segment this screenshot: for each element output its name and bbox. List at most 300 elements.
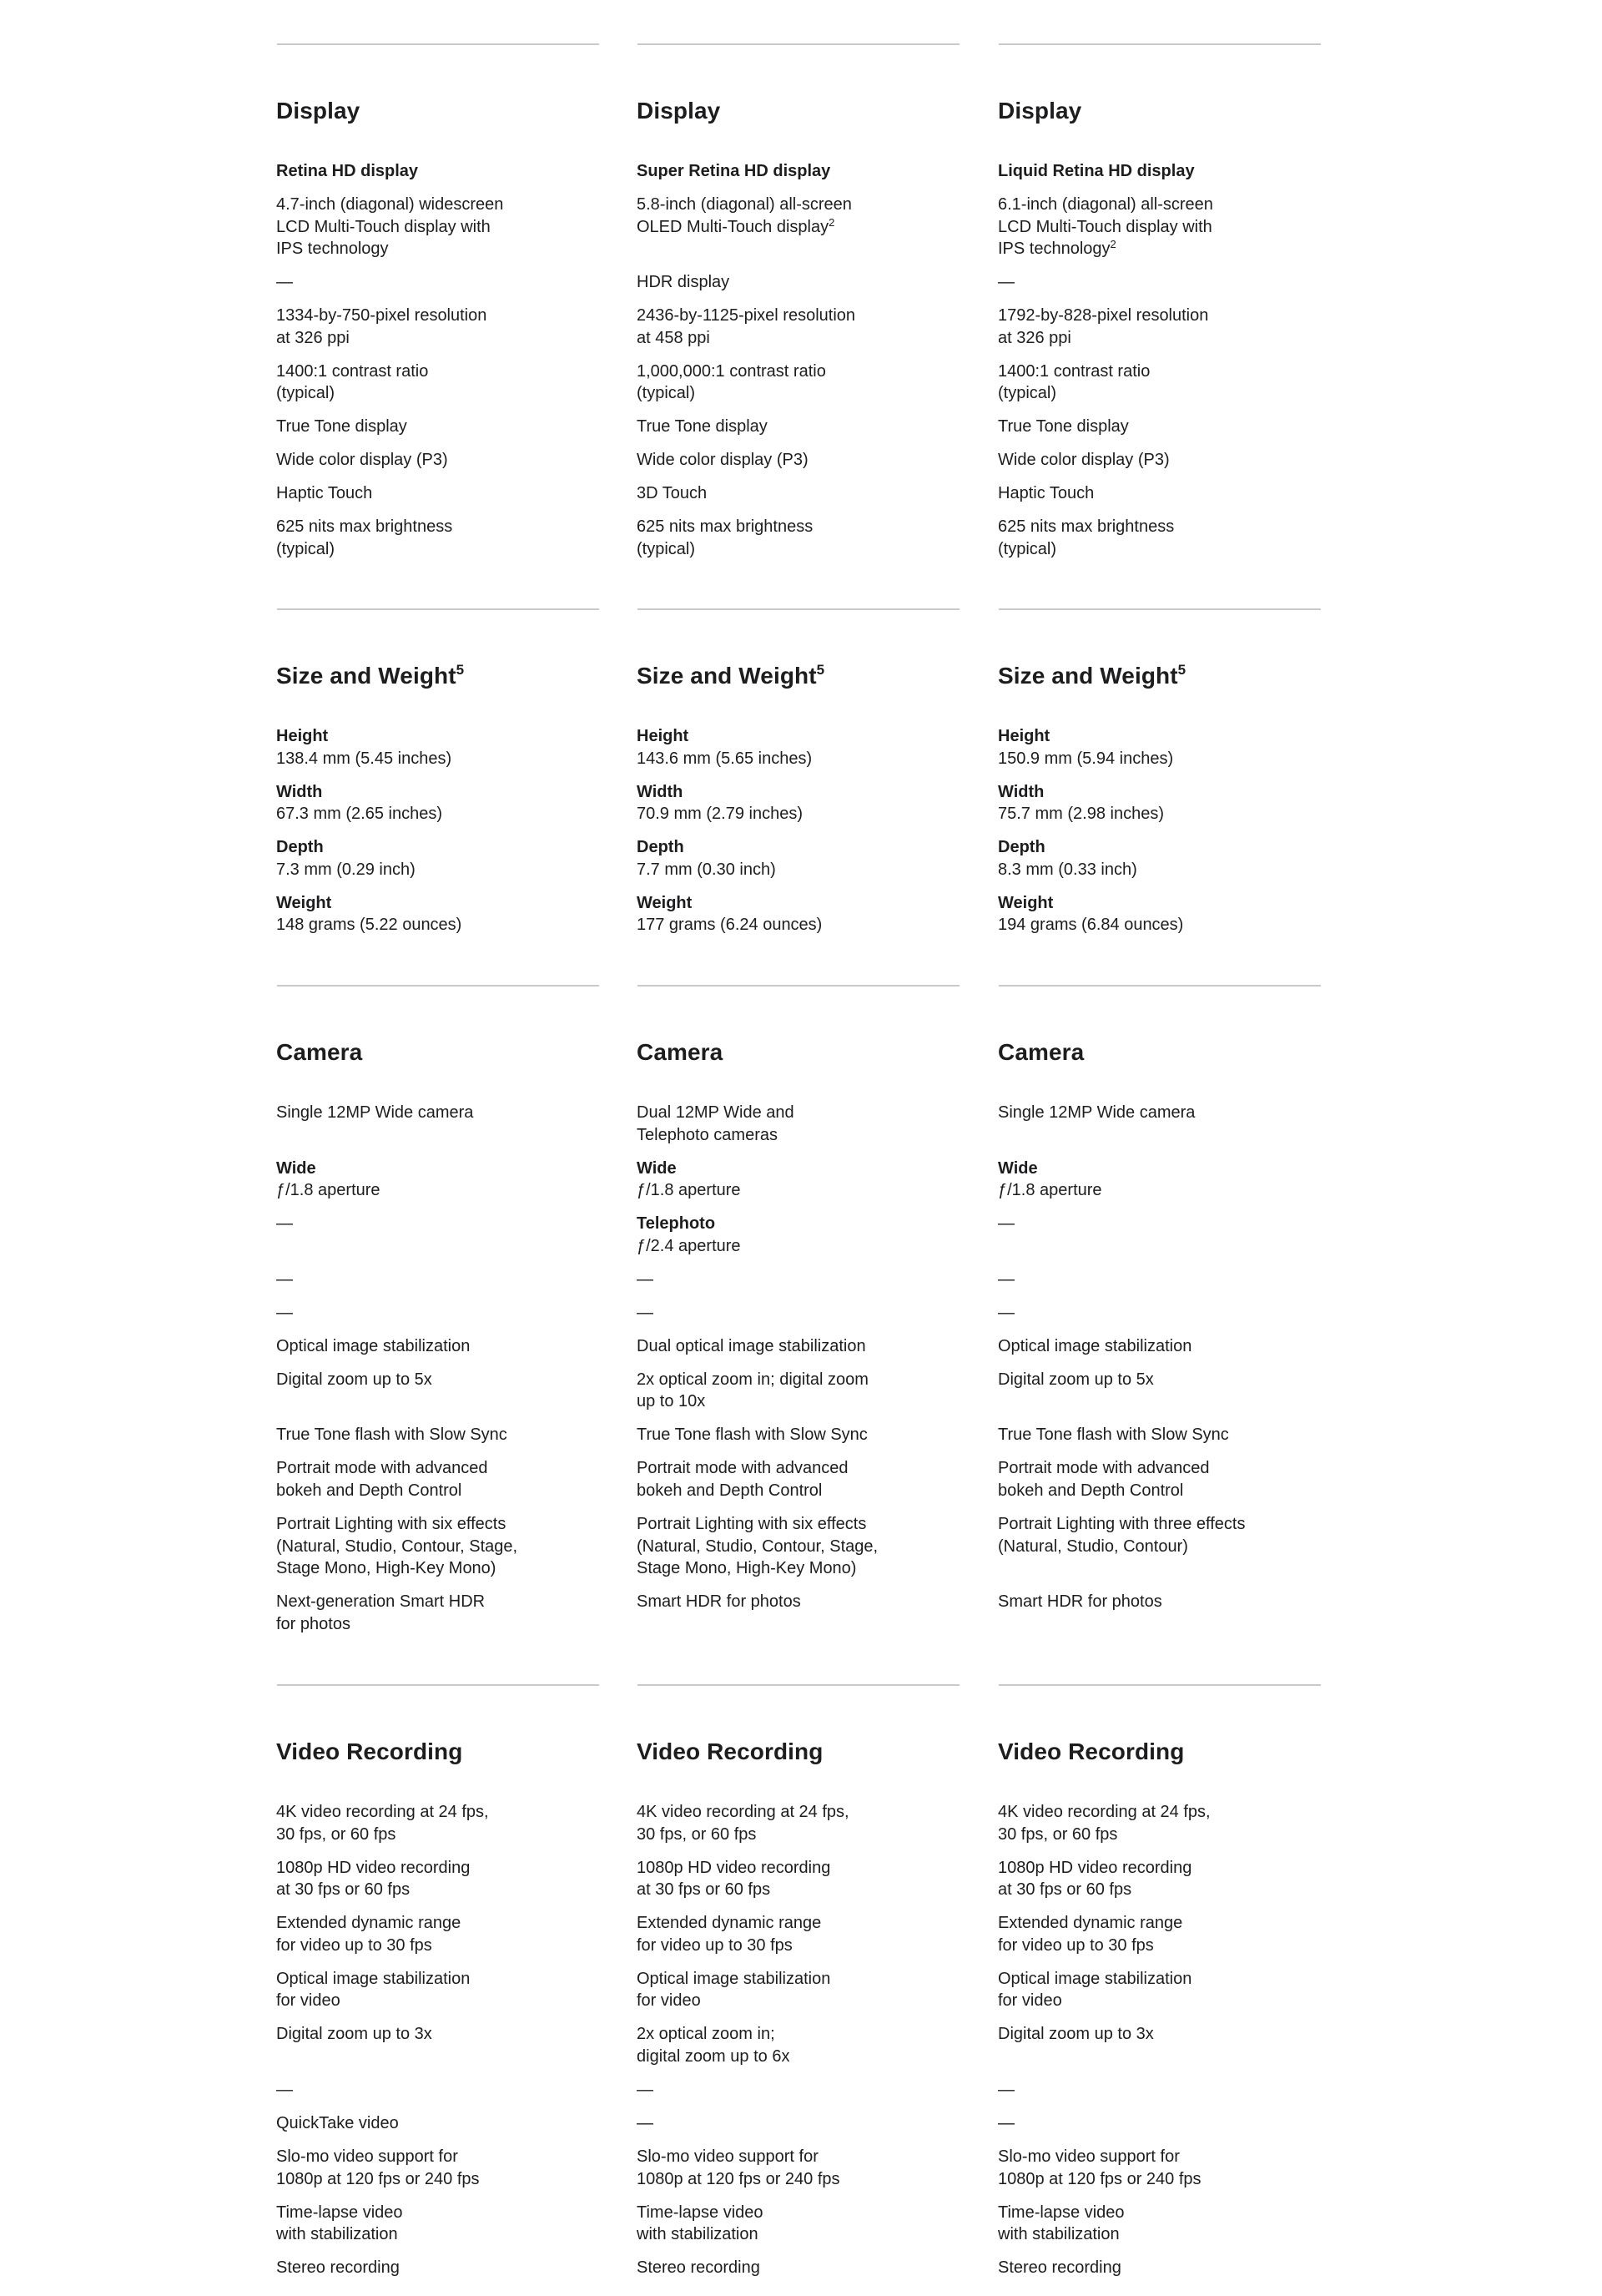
spec-value: 7.3 mm (0.29 inch) [276, 860, 416, 879]
spec-column-2 [637, 608, 960, 935]
spec-value: 4K video recording at 24 fps, [276, 1803, 489, 1821]
spec-label: Height [276, 727, 329, 745]
section-divider [999, 985, 1321, 987]
spec-value: (Natural, Studio, Contour, Stage, [276, 1537, 518, 1556]
section-divider [277, 985, 599, 987]
spec-value: Time-lapse video [637, 2203, 763, 2222]
spec-value: 2436-by-1125-pixel resolution [637, 306, 856, 325]
spec-value: for video [276, 1991, 340, 2011]
spec-value: 1080p HD video recording [998, 1858, 1192, 1877]
spec-value: Portrait Lighting with three effects [998, 1515, 1246, 1533]
spec-item [637, 1801, 970, 1845]
spec-value: 625 nits max brightness [998, 517, 1175, 537]
spec-value: — [276, 1214, 293, 1234]
spec-value: Dual 12MP Wide and [637, 1103, 794, 1122]
spec-value [998, 1124, 1332, 1147]
spec-item [998, 1513, 1332, 1580]
spec-column-3 [998, 608, 1321, 935]
spec-value: 5.8-inch (diagonal) all-screen [637, 195, 852, 214]
spec-item [637, 1269, 970, 1291]
spec-item [998, 449, 1332, 472]
spec-value: 6.1-inch (diagonal) all-screen [998, 195, 1213, 214]
spec-value: 2x optical zoom in; digital zoom [637, 1370, 869, 1389]
spec-value: 1080p at 120 fps or 240 fps [276, 2169, 480, 2188]
spec-item [998, 1968, 1332, 2012]
spec-value: for video up to 30 fps [276, 1935, 432, 1955]
spec-item [637, 2079, 970, 2102]
section-divider [637, 608, 960, 610]
spec-value: Optical image stabilization [276, 1336, 471, 1355]
section-heading: Video Recording [637, 1738, 824, 1764]
section-divider [637, 985, 960, 987]
spec-value: Digital zoom up to 5x [998, 1370, 1154, 1389]
spec-item [276, 1968, 610, 2012]
spec-value: — [637, 1303, 653, 1322]
spec-label: Depth [998, 838, 1045, 857]
spec-value: IPS technology [276, 240, 389, 259]
spec-label: Width [998, 782, 1045, 801]
spec-label: Retina HD display [276, 162, 419, 180]
spec-value: for video [637, 1991, 701, 2011]
section-divider [637, 43, 960, 45]
spec-value: 7.7 mm (0.30 inch) [637, 860, 776, 879]
spec-value: with stabilization [637, 2225, 758, 2244]
spec-item [276, 194, 610, 260]
spec-value: — [276, 1303, 293, 1322]
spec-value: — [998, 1303, 1015, 1322]
spec-column-2 [637, 43, 960, 558]
spec-value: 30 fps, or 60 fps [998, 1824, 1118, 1844]
spec-column-3 [998, 43, 1321, 558]
section-divider [277, 608, 599, 610]
spec-item [998, 725, 1332, 770]
spec-item [637, 2202, 970, 2246]
spec-value: Telephoto cameras [637, 1125, 778, 1144]
spec-item [637, 1968, 970, 2012]
spec-item [276, 2202, 610, 2246]
spec-value: at 30 fps or 60 fps [276, 1880, 411, 1900]
spec-item [998, 1102, 1332, 1146]
section-divider [999, 608, 1321, 610]
spec-item [998, 892, 1332, 936]
spec-item [998, 1158, 1332, 1202]
spec-item [998, 416, 1332, 438]
spec-value: Extended dynamic range [276, 1914, 461, 1933]
spec-value: (typical) [998, 384, 1057, 403]
spec-value: Stereo recording [998, 2258, 1121, 2278]
spec-item [998, 2079, 1332, 2102]
spec-item [276, 781, 610, 825]
spec-item [276, 416, 610, 438]
spec-item [276, 892, 610, 936]
spec-value: 1,000,000:1 contrast ratio [637, 361, 826, 381]
spec-item [637, 892, 970, 936]
spec-item [637, 194, 970, 260]
spec-item [637, 725, 970, 770]
spec-column-3 [998, 985, 1321, 1612]
spec-value: Digital zoom up to 5x [276, 1370, 432, 1389]
spec-value: LCD Multi-Touch display with [998, 217, 1212, 236]
spec-value: OLED Multi-Touch display$^2$ [637, 215, 835, 236]
spec-value: 625 nits max brightness [637, 517, 814, 537]
spec-value: (typical) [637, 384, 696, 403]
spec-label: Wide [637, 1158, 677, 1178]
spec-item [276, 836, 610, 881]
spec-value: (Natural, Studio, Contour, Stage, [637, 1537, 879, 1556]
spec-value: — [637, 2114, 653, 2132]
spec-value: 1400:1 contrast ratio [998, 361, 1151, 381]
spec-value: 4K video recording at 24 fps, [998, 1803, 1211, 1821]
spec-value: — [637, 2081, 653, 2099]
spec-value: — [276, 2081, 293, 2099]
spec-item [998, 305, 1332, 349]
spec-value: 8.3 mm (0.33 inch) [998, 860, 1137, 879]
spec-value: Wide color display (P3) [276, 451, 448, 470]
spec-item [637, 449, 970, 472]
spec-value: — [998, 2114, 1015, 2132]
spec-value [998, 1390, 1332, 1413]
spec-value: Haptic Touch [998, 484, 1095, 503]
spec-column-2 [637, 1684, 960, 2278]
section-divider [277, 43, 599, 45]
spec-label: Super Retina HD display [637, 162, 831, 180]
spec-item [276, 1269, 610, 1291]
spec-label: Wide [276, 1158, 316, 1178]
spec-value: Portrait mode with advanced [637, 1459, 849, 1478]
spec-item [637, 416, 970, 438]
spec-value: Stereo recording [276, 2258, 400, 2278]
spec-item [998, 1269, 1332, 1291]
spec-value: HDR display [637, 273, 730, 292]
spec-item [637, 1335, 970, 1358]
section-heading: Size and Weight$^5$ [276, 662, 465, 689]
spec-label: Width [276, 782, 323, 801]
spec-item [637, 271, 970, 294]
spec-value: Stage Mono, High-Key Mono) [276, 1559, 496, 1578]
spec-label: Height [637, 727, 689, 745]
spec-item [276, 1457, 610, 1501]
spec-value: 1080p HD video recording [637, 1858, 831, 1877]
spec-value: 1080p HD video recording [276, 1858, 471, 1877]
spec-value: at 30 fps or 60 fps [998, 1880, 1132, 1900]
spec-value: (typical) [637, 539, 696, 558]
spec-item [998, 482, 1332, 505]
spec-item [998, 516, 1332, 560]
spec-value: 177 grams (6.24 ounces) [637, 916, 823, 935]
spec-value: — [998, 2081, 1015, 2099]
spec-item [637, 482, 970, 505]
spec-value: 150.9 mm (5.94 inches) [998, 749, 1174, 768]
spec-item [637, 2023, 970, 2067]
spec-item [998, 361, 1332, 405]
spec-value: (typical) [998, 539, 1057, 558]
spec-value: — [276, 1269, 293, 1289]
spec-value: Single 12MP Wide camera [998, 1103, 1196, 1122]
spec-value: Optical image stabilization [998, 1969, 1192, 1988]
spec-value: — [998, 273, 1015, 292]
spec-value: 70.9 mm (2.79 inches) [637, 805, 803, 824]
spec-value: ƒ/2.4 aperture [637, 1236, 741, 1255]
spec-item [276, 449, 610, 472]
spec-item [998, 1801, 1332, 1845]
spec-value: ƒ/1.8 aperture [276, 1181, 380, 1200]
section-heading: Camera [276, 1039, 363, 1065]
spec-column-1 [276, 1684, 599, 2278]
section-heading: Display [276, 98, 360, 124]
spec-value: 4.7-inch (diagonal) widescreen [276, 195, 504, 214]
spec-item [998, 194, 1332, 260]
spec-value: 143.6 mm (5.65 inches) [637, 749, 813, 768]
spec-value: (typical) [276, 384, 335, 403]
spec-value: (Natural, Studio, Contour) [998, 1537, 1188, 1556]
spec-item [998, 1457, 1332, 1501]
spec-value: — [637, 1269, 653, 1289]
spec-column-1 [276, 985, 599, 1633]
spec-value: 30 fps, or 60 fps [637, 1824, 757, 1844]
spec-column-1 [276, 608, 599, 935]
spec-value: 30 fps, or 60 fps [276, 1824, 396, 1844]
spec-value: at 326 ppi [276, 328, 350, 347]
spec-value: ƒ/1.8 aperture [637, 1181, 741, 1200]
spec-value: at 326 ppi [998, 328, 1071, 347]
spec-value [998, 2046, 1332, 2068]
spec-item [998, 1424, 1332, 1446]
spec-value: 148 grams (5.22 ounces) [276, 916, 462, 935]
section-heading: Video Recording [276, 1738, 463, 1764]
spec-value: ƒ/1.8 aperture [998, 1181, 1102, 1200]
spec-value: — [998, 1214, 1015, 1234]
spec-value: Dual optical image stabilization [637, 1336, 866, 1355]
spec-item [998, 2112, 1332, 2135]
spec-item [637, 361, 970, 405]
spec-item [998, 1591, 1332, 1613]
spec-value: Portrait Lighting with six effects [276, 1515, 506, 1533]
spec-item [276, 2079, 610, 2102]
spec-value: for video up to 30 fps [637, 1935, 793, 1955]
spec-value: QuickTake video [276, 2114, 399, 2132]
section-heading: Camera [998, 1039, 1085, 1065]
spec-value: Optical image stabilization [637, 1969, 831, 1988]
spec-value: IPS technology$^2$ [998, 238, 1116, 259]
spec-value: Smart HDR for photos [637, 1592, 801, 1612]
spec-value: Stage Mono, High-Key Mono) [637, 1559, 857, 1578]
spec-value: True Tone flash with Slow Sync [276, 1426, 507, 1445]
spec-item [998, 781, 1332, 825]
spec-value: bokeh and Depth Control [276, 1481, 462, 1500]
spec-item [998, 1213, 1332, 1257]
spec-item [637, 1369, 970, 1413]
spec-value: Time-lapse video [998, 2203, 1125, 2222]
spec-value: Portrait mode with advanced [998, 1459, 1210, 1478]
section-divider [637, 1684, 960, 1686]
spec-value: Portrait mode with advanced [276, 1459, 488, 1478]
spec-item [637, 1457, 970, 1501]
spec-value: Digital zoom up to 3x [276, 2025, 432, 2044]
spec-value: 3D Touch [637, 484, 708, 503]
spec-label: Wide [998, 1158, 1038, 1178]
spec-item [276, 271, 610, 294]
spec-item [637, 1424, 970, 1446]
spec-value: Extended dynamic range [998, 1914, 1183, 1933]
section-heading: Size and Weight$^5$ [637, 662, 825, 689]
spec-item [276, 361, 610, 405]
spec-value: Slo-mo video support for [276, 2147, 458, 2166]
spec-item [637, 2257, 970, 2279]
section-heading: Size and Weight$^5$ [998, 662, 1186, 689]
spec-value: Optical image stabilization [276, 1969, 471, 1988]
spec-item [276, 725, 610, 770]
spec-value: Slo-mo video support for [637, 2147, 819, 2166]
spec-item [276, 1801, 610, 1845]
spec-item [276, 516, 610, 560]
spec-item [637, 305, 970, 349]
spec-value: at 458 ppi [637, 328, 710, 347]
spec-value: Haptic Touch [276, 484, 373, 503]
spec-item [637, 516, 970, 560]
spec-value: at 30 fps or 60 fps [637, 1880, 771, 1900]
spec-item [637, 1513, 970, 1580]
spec-value: for video [998, 1991, 1062, 2011]
spec-value: Next-generation Smart HDR [276, 1592, 486, 1612]
spec-item [276, 305, 610, 349]
spec-value: with stabilization [998, 2225, 1120, 2244]
spec-value: Portrait Lighting with six effects [637, 1515, 867, 1533]
spec-value [276, 2046, 610, 2068]
spec-value: up to 10x [637, 1392, 706, 1411]
spec-value: 1080p at 120 fps or 240 fps [637, 2169, 840, 2188]
spec-value: Smart HDR for photos [998, 1592, 1162, 1612]
section-heading: Video Recording [998, 1738, 1185, 1764]
spec-item [637, 1591, 970, 1613]
spec-value: LCD Multi-Touch display with [276, 217, 491, 236]
spec-item [637, 1158, 970, 1202]
section-divider [999, 1684, 1321, 1686]
spec-value: 1080p at 120 fps or 240 fps [998, 2169, 1202, 2188]
spec-item [276, 2023, 610, 2067]
spec-value: 194 grams (6.84 ounces) [998, 916, 1184, 935]
spec-column-1 [276, 43, 599, 558]
spec-item [998, 2202, 1332, 2246]
spec-label: Depth [276, 838, 324, 857]
spec-label: Depth [637, 838, 684, 857]
spec-value: 4K video recording at 24 fps, [637, 1803, 849, 1821]
spec-value: 1334-by-750-pixel resolution [276, 306, 487, 325]
spec-item [276, 1335, 610, 1358]
spec-item [998, 1912, 1332, 1956]
spec-value: 625 nits max brightness [276, 517, 453, 537]
spec-column-3 [998, 1684, 1321, 2278]
spec-value: Wide color display (P3) [637, 451, 809, 470]
spec-value: Stereo recording [637, 2258, 760, 2278]
spec-item [276, 160, 610, 183]
section-divider [277, 1684, 599, 1686]
spec-item [998, 271, 1332, 294]
spec-item [998, 160, 1332, 183]
spec-item [998, 2023, 1332, 2067]
spec-value: Digital zoom up to 3x [998, 2025, 1154, 2044]
spec-item [637, 2146, 970, 2190]
spec-item [276, 1591, 610, 1635]
spec-value [998, 1235, 1332, 1258]
spec-label: Height [998, 727, 1050, 745]
spec-item [637, 1857, 970, 1901]
spec-item [637, 160, 970, 183]
spec-item [276, 2146, 610, 2190]
spec-item [276, 1424, 610, 1446]
spec-item [276, 1513, 610, 1580]
spec-item [637, 2112, 970, 2135]
spec-value: 1792-by-828-pixel resolution [998, 306, 1209, 325]
spec-value: bokeh and Depth Control [998, 1481, 1184, 1500]
spec-item [998, 2146, 1332, 2190]
spec-item [998, 1335, 1332, 1358]
spec-value: Optical image stabilization [998, 1336, 1192, 1355]
spec-value [276, 1390, 610, 1413]
spec-item [276, 2112, 610, 2135]
spec-value: Slo-mo video support for [998, 2147, 1180, 2166]
spec-item [998, 1302, 1332, 1325]
spec-item [276, 1369, 610, 1413]
spec-label: Liquid Retina HD display [998, 162, 1195, 180]
section-heading: Camera [637, 1039, 723, 1065]
spec-value: Extended dynamic range [637, 1914, 822, 1933]
spec-item [637, 1213, 970, 1257]
spec-value: — [998, 1269, 1015, 1289]
spec-value: True Tone display [276, 417, 407, 436]
spec-item [276, 1302, 610, 1325]
spec-value: with stabilization [276, 2225, 398, 2244]
spec-value: — [276, 273, 293, 292]
spec-value [998, 1557, 1332, 1580]
spec-value [276, 1235, 610, 1258]
spec-value: 138.4 mm (5.45 inches) [276, 749, 452, 768]
spec-label: Weight [998, 893, 1054, 912]
spec-value [637, 238, 970, 260]
spec-item [637, 1102, 970, 1146]
spec-value: (typical) [276, 539, 335, 558]
spec-item [637, 1302, 970, 1325]
spec-label: Width [637, 782, 683, 801]
spec-value: True Tone flash with Slow Sync [998, 1426, 1229, 1445]
section-heading: Display [998, 98, 1082, 124]
section-heading: Display [637, 98, 721, 124]
spec-item [276, 2257, 610, 2279]
spec-value: 75.7 mm (2.98 inches) [998, 805, 1164, 824]
spec-item [637, 781, 970, 825]
spec-value: bokeh and Depth Control [637, 1481, 823, 1500]
spec-label: Weight [637, 893, 693, 912]
spec-item [998, 836, 1332, 881]
spec-label: Weight [276, 893, 332, 912]
spec-item [637, 836, 970, 881]
spec-value: digital zoom up to 6x [637, 2046, 790, 2066]
spec-value: 1400:1 contrast ratio [276, 361, 429, 381]
spec-value: 2x optical zoom in; [637, 2025, 775, 2044]
spec-item [276, 1102, 610, 1146]
spec-value: True Tone flash with Slow Sync [637, 1426, 868, 1445]
spec-value: True Tone display [998, 417, 1129, 436]
spec-item [276, 482, 610, 505]
spec-item [998, 1857, 1332, 1901]
spec-column-2 [637, 985, 960, 1612]
spec-value: True Tone display [637, 417, 768, 436]
spec-item [276, 1158, 610, 1202]
spec-item [637, 1912, 970, 1956]
spec-item [276, 1213, 610, 1257]
spec-item [276, 1912, 610, 1956]
spec-value: Single 12MP Wide camera [276, 1103, 474, 1122]
spec-label: Telephoto [637, 1214, 716, 1234]
